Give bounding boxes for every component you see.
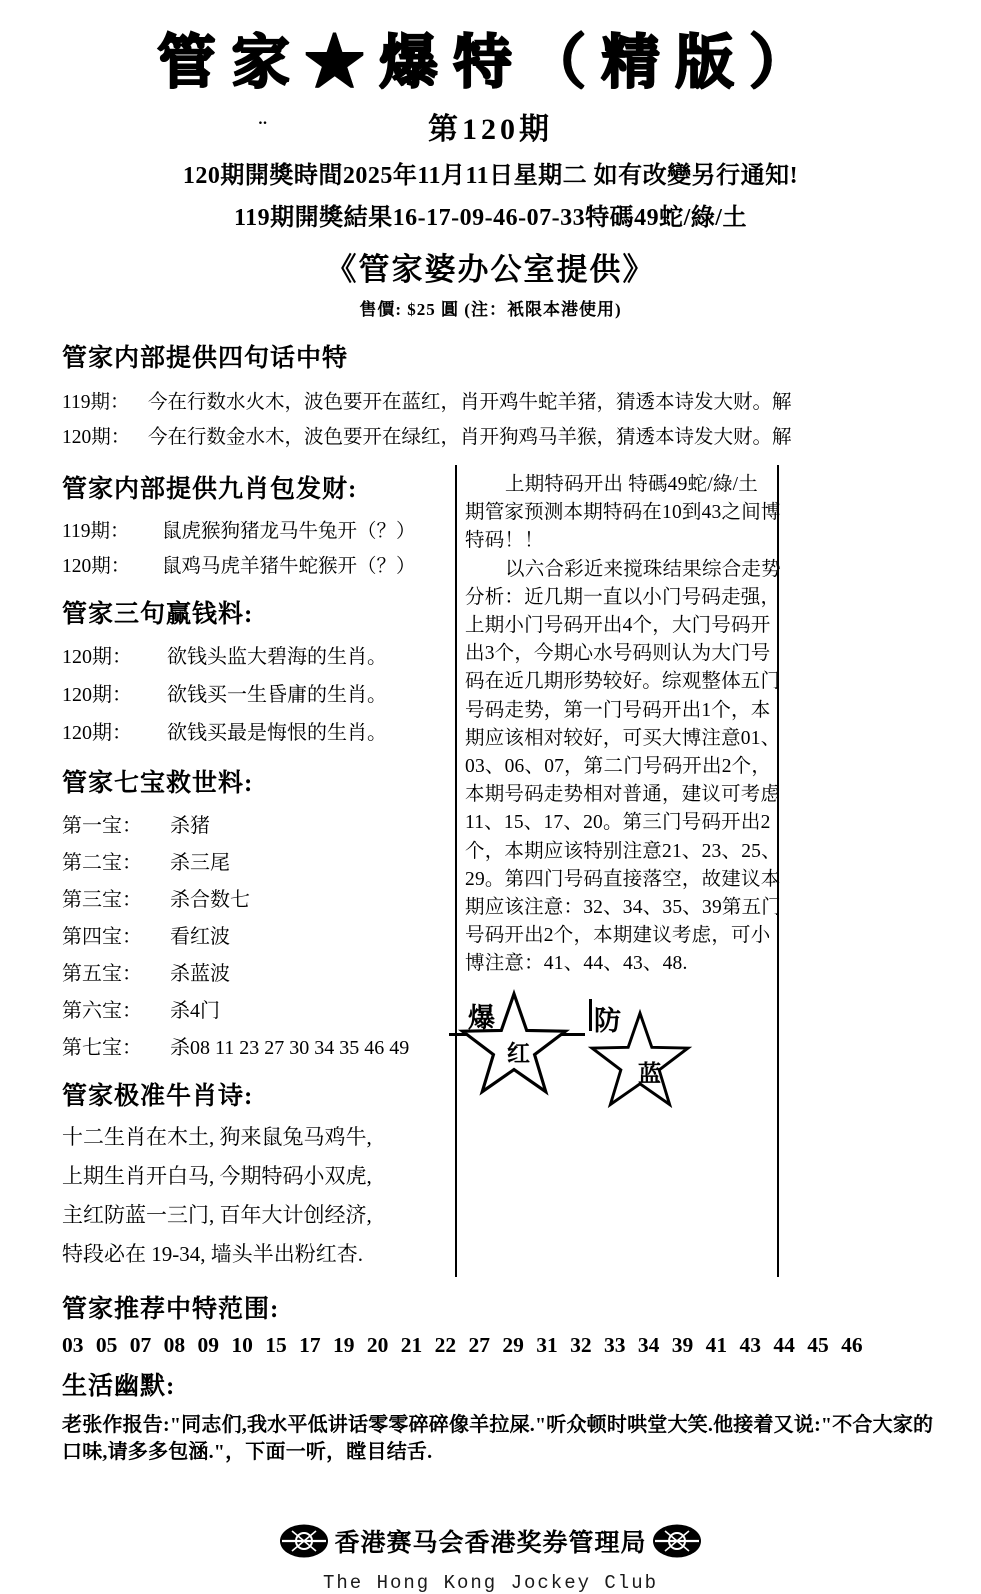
section-humor — [62, 1366, 981, 1466]
analysis-line: 个，本期应该特别注意21、23、25、 — [465, 840, 781, 862]
row-label: 119期： — [62, 521, 130, 542]
price-line: 售價: $25 圓 (注：衹限本港使用) — [359, 300, 622, 319]
analysis-line: 特码！！ — [465, 530, 544, 552]
tip-row — [62, 640, 455, 669]
row-text: 杀合数七 — [170, 889, 250, 911]
row-text: 今在行数金水木，波色要开在绿红，肖开狗鸡马羊猴，猜透本诗发大财。解 — [148, 427, 792, 448]
hkjc-emblem-icon — [278, 1522, 330, 1560]
tip-row — [62, 920, 455, 949]
tip-row — [62, 994, 455, 1023]
row-text: 欲钱买一生昏庸的生肖。 — [167, 684, 387, 706]
row-label: 第六宝： — [62, 1000, 142, 1022]
section-zodiac-poem — [62, 1076, 455, 1268]
section-heading: 管家极准牛肖诗: — [62, 1083, 254, 1110]
analysis-line: 上期小门号码开出4个，大门号码开 — [465, 615, 771, 637]
row-label: 第一宝： — [62, 815, 142, 837]
section-four-sentence — [62, 338, 981, 449]
scan-artifact-dots: ‥ — [258, 113, 270, 128]
analysis-line: 博注意：41、44、43、48. — [465, 953, 688, 975]
row-label: 120期： — [62, 646, 132, 668]
tip-row — [62, 809, 455, 838]
analysis-line: 号码走势，第一门号码开出1个，本 — [465, 699, 771, 721]
recommended-numbers: 03 05 07 08 09 10 15 17 19 20 21 22 27 29 31 32 33 34 39 41 43 44 45 46 — [62, 1333, 863, 1357]
analysis-box — [455, 465, 782, 1277]
row-text: 鼠虎猴狗猪龙马牛兔开（？） — [162, 521, 416, 542]
row-label: 120期： — [62, 722, 132, 744]
tip-row — [62, 421, 981, 449]
page-footer — [0, 1522, 981, 1594]
header — [0, 26, 981, 320]
last-result-line: 119期開獎結果16-17-09-46-07-33特碼49蛇/綠/土 — [234, 205, 747, 231]
section-heading: 生活幽默: — [62, 1373, 176, 1400]
page-title: 管家★爆特（精版） — [157, 30, 824, 95]
row-text: 杀4门 — [170, 1000, 220, 1022]
row-label: 第二宝： — [62, 852, 142, 874]
row-label: 120期： — [62, 684, 132, 706]
row-label: 第三宝： — [62, 889, 142, 911]
analysis-line: 以六合彩近来搅珠结果综合走势 — [505, 558, 781, 580]
analysis-line: 码在近几期形势较好。综观整体五门 — [465, 671, 781, 693]
row-text: 杀08 11 23 27 30 34 35 46 49 — [170, 1037, 410, 1059]
tip-row — [62, 1031, 455, 1060]
analysis-line: 分析：近几期一直以小门号码走强， — [465, 586, 781, 608]
poem-line: 十二生肖在木土, 狗来鼠兔马鸡牛, — [62, 1125, 372, 1149]
section-heading: 管家内部提供九肖包发财: — [62, 476, 358, 503]
row-text: 杀蓝波 — [170, 963, 230, 985]
tip-row — [62, 550, 455, 578]
section-range — [62, 1289, 981, 1358]
poem-line: 特段必在 19-34, 墙头半出粉红杏. — [62, 1242, 363, 1266]
tip-row — [62, 846, 455, 875]
star-label-fang: 防 — [594, 1005, 621, 1036]
star-red-text: 红 — [507, 1040, 530, 1066]
tip-row — [62, 716, 455, 745]
row-label: 第七宝： — [62, 1037, 142, 1059]
row-text: 杀猪 — [170, 815, 210, 837]
star-blue-text: 蓝 — [638, 1060, 661, 1086]
analysis-line: 期应该相对较好，可买大博注意01、 — [465, 727, 781, 749]
section-three-sentence — [62, 594, 455, 745]
tip-row — [62, 957, 455, 986]
draw-time-line: 120期開獎時間2025年11月11日星期二 如有改變另行通知! — [182, 163, 799, 189]
org-name: 香港赛马会香港奖券管理局 — [334, 1530, 647, 1557]
row-text: 看红波 — [170, 926, 230, 948]
section-nine-zodiac — [62, 469, 455, 578]
section-heading: 管家推荐中特范围: — [62, 1296, 280, 1323]
section-seven-treasures — [62, 763, 455, 1060]
row-label: 119期： — [62, 392, 130, 413]
poem-line: 主红防蓝一三门, 百年大计创经济, — [62, 1203, 372, 1227]
analysis-line: 期管家预测本期特码在10到43之间博 — [465, 502, 781, 524]
humor-text: 老张作报告:"同志们,我水平低讲话零零碎碎像羊拉屎."听众顿时哄堂大笑.他接着又说:"不合大家的口味,请多多包涵."，下面一听，瞠目结舌. — [62, 1414, 934, 1463]
analysis-line: 03、06、07，第二门号码开出2个， — [465, 756, 772, 778]
row-text: 欲钱头监大碧海的生肖。 — [167, 646, 387, 668]
section-heading: 管家内部提供四句话中特 — [62, 345, 349, 372]
issue-number: 第120期 — [428, 113, 553, 146]
poem-line: 上期生肖开白马, 今期特码小双虎, — [62, 1164, 372, 1188]
analysis-line: 出3个，今期心水号码则认为大门号 — [465, 643, 771, 665]
tip-row — [62, 515, 455, 543]
analysis-line: 号码开出2个，本期建议考虑，可小 — [465, 925, 771, 947]
org-name-en: The Hong Kong Jockey Club — [322, 1572, 659, 1594]
section-heading: 管家七宝救世料: — [62, 770, 254, 797]
row-label: 120期： — [62, 556, 131, 577]
section-heading: 管家三句赢钱料: — [62, 601, 254, 628]
row-label: 第五宝： — [62, 963, 142, 985]
tip-row — [62, 386, 981, 414]
analysis-line: 29。第四门号码直接落空，故建议本 — [465, 868, 781, 890]
tip-row — [62, 678, 455, 707]
hkjc-emblem-icon — [651, 1522, 703, 1560]
row-label: 120期： — [62, 427, 131, 448]
analysis-line: 11、15、17、20。第三门号码开出2 — [465, 812, 771, 834]
row-label: 第四宝： — [62, 926, 142, 948]
analysis-line: 期应该注意：32、34、35、39第五门 — [465, 897, 782, 919]
two-column-area — [62, 465, 981, 1277]
tip-row — [62, 883, 455, 912]
row-text: 欲钱买最是悔恨的生肖。 — [167, 722, 387, 744]
provider-line: 《管家婆办公室提供》 — [325, 252, 656, 287]
star-label-bao: 爆 — [468, 1002, 495, 1033]
row-text: 今在行数水火木，波色要开在蓝红，肖开鸡牛蛇羊猪，猜透本诗发大财。解 — [148, 392, 792, 413]
left-column — [62, 465, 455, 1277]
analysis-line: 上期特码开出 特碼49蛇/綠/土 — [505, 474, 758, 495]
analysis-line: 本期号码走势相对普通，建议可考虑 — [465, 784, 781, 806]
stars-block — [465, 983, 777, 1115]
row-text: 杀三尾 — [170, 852, 230, 874]
row-text: 鼠鸡马虎羊猪牛蛇猴开（？） — [162, 556, 416, 577]
